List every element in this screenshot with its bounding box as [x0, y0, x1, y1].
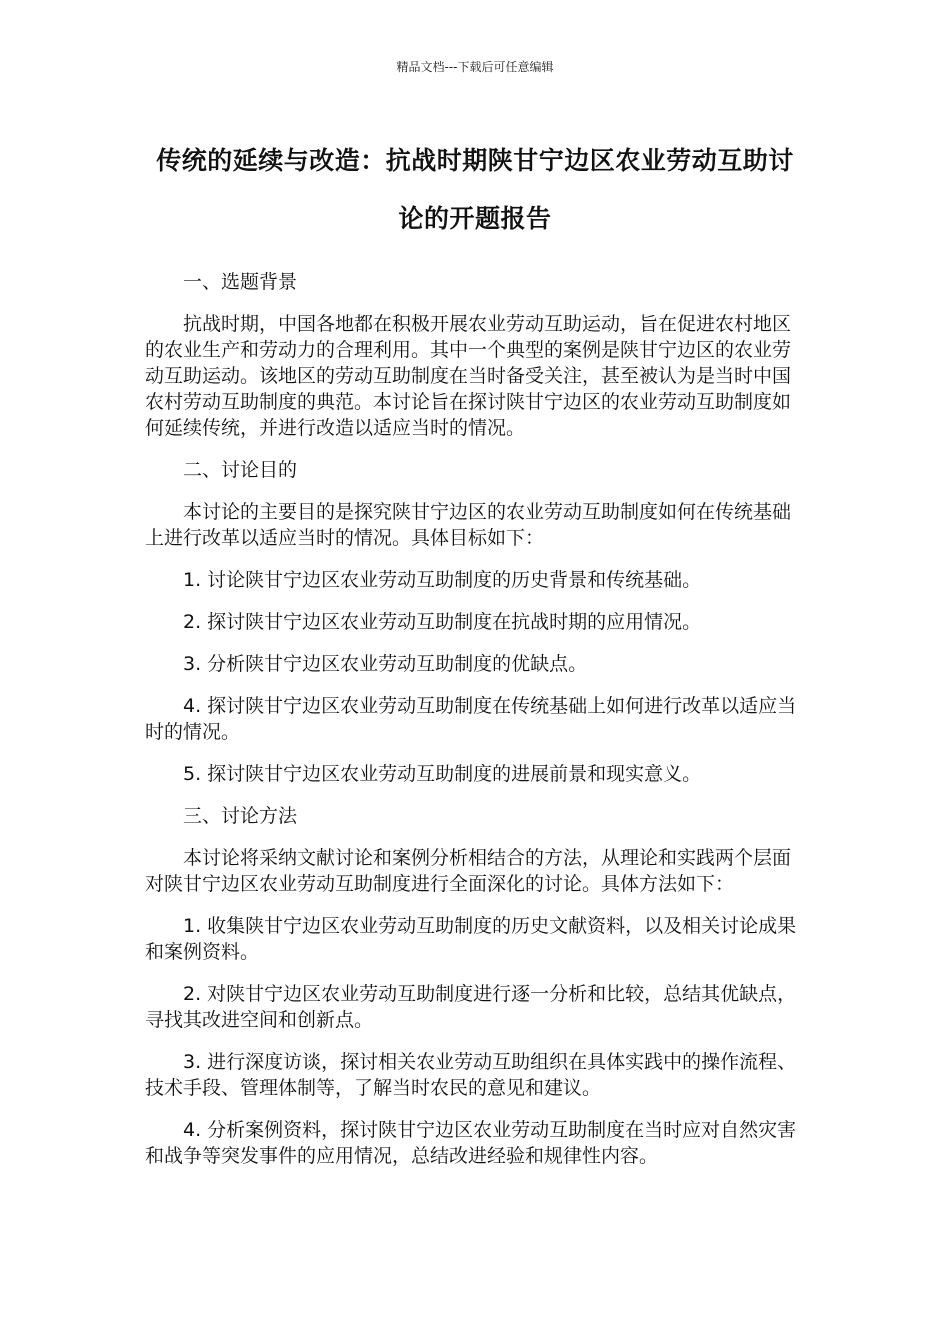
method-item-1: 1. 收集陕甘宁边区农业劳动互助制度的历史文献资料，以及相关讨论成果和案例资料。	[145, 915, 797, 963]
document-body	[145, 269, 805, 1185]
purpose-paragraph: 本讨论的主要目的是探究陕甘宁边区的农业劳动互助制度如何在传统基础上进行改革以适应当时的情况。具体目标如下：	[145, 501, 792, 549]
method-item-2: 2. 对陕甘宁边区农业劳动互助制度进行逐一分析和比较，总结其优缺点，寻找其改进空间和创新点。	[145, 983, 797, 1031]
purpose-item-4: 4. 探讨陕甘宁边区农业劳动互助制度在传统基础上如何进行改革以适应当时的情况。	[145, 695, 797, 743]
method-paragraph: 本讨论将采纳文献讨论和案例分析相结合的方法，从理论和实践两个层面对陕甘宁边区农业劳动互助制度进行全面深化的讨论。具体方法如下：	[145, 847, 792, 895]
method-item-4: 4. 分析案例资料，探讨陕甘宁边区农业劳动互助制度在当时应对自然灾害和战争等突发事件的应用情况，总结改进经验和规律性内容。	[145, 1119, 797, 1167]
header-note: 精品文档---下载后可任意编辑	[396, 60, 554, 74]
document-title: 传统的延续与改造：抗战时期陕甘宁边区农业劳动互助讨论的开题报告	[156, 146, 794, 233]
purpose-item-5: 5. 探讨陕甘宁边区农业劳动互助制度的进展前景和现实意义。	[183, 763, 702, 785]
purpose-item-2: 2. 探讨陕甘宁边区农业劳动互助制度在抗战时期的应用情况。	[183, 611, 702, 633]
method-item-3: 3. 进行深度访谈，探讨相关农业劳动互助组织在具体实践中的操作流程、技术手段、管理体制等，了解当时农民的意见和建议。	[145, 1051, 797, 1099]
purpose-item-3: 3. 分析陕甘宁边区农业劳动互助制度的优缺点。	[183, 653, 588, 675]
background-paragraph: 抗战时期，中国各地都在积极开展农业劳动互助运动，旨在促进农村地区的农业生产和劳动力的合理利用。其中一个典型的案例是陕甘宁边区的农业劳动互助运动。该地区的劳动互助制度在当时备受关注，甚至被认为是当时中国农村劳动互助制度的典范。本讨论旨在探讨陕甘宁边区的农业劳动互助制度如何延续传统，并进行改造以适应当时的情况。	[145, 313, 792, 439]
section-heading-background: 一、选题背景	[183, 271, 298, 293]
section-heading-method: 三、讨论方法	[183, 805, 298, 827]
section-heading-purpose: 二、讨论目的	[183, 459, 298, 481]
purpose-item-1: 1. 讨论陕甘宁边区农业劳动互助制度的历史背景和传统基础。	[183, 569, 702, 591]
